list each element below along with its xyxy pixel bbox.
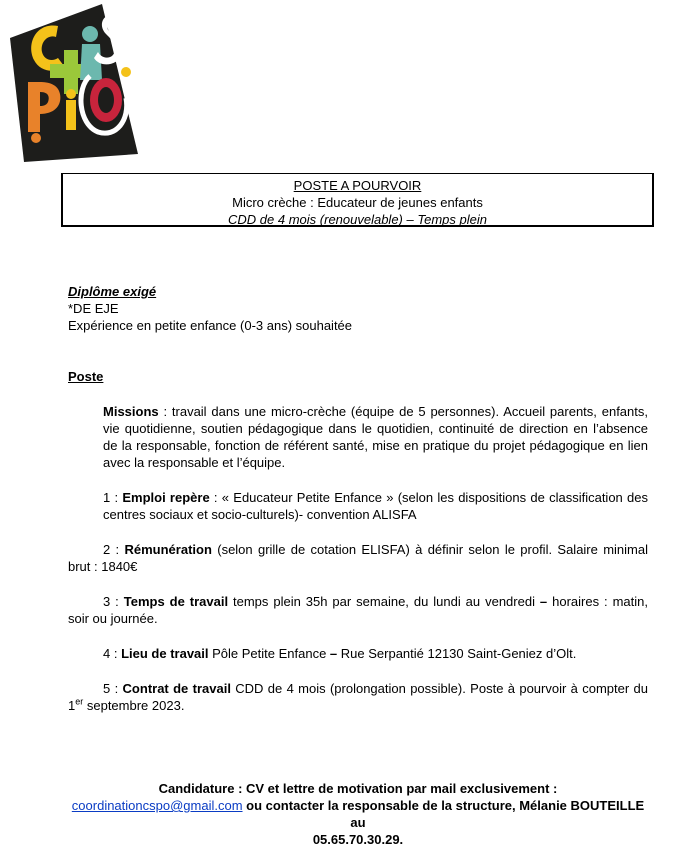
experience-requirement: Expérience en petite enfance (0-3 ans) souhaitée (68, 318, 353, 333)
application-instructions: Candidature : CV et lettre de motivation par mail exclusivement : (158, 781, 558, 796)
poste-heading: Poste (68, 369, 104, 384)
item-dash: – (329, 646, 338, 661)
item-number: 4 : (103, 646, 122, 661)
item-number: 2 : (103, 542, 125, 557)
missions-label: Missions (103, 404, 159, 419)
diploma-heading: Diplôme exigé (68, 284, 157, 299)
item-label: Lieu de travail (121, 646, 209, 661)
ordinal-superscript: er (75, 696, 84, 707)
diploma-requirement: *DE EJE (68, 301, 119, 316)
item-temps-de-travail (68, 593, 648, 627)
item-lieu-de-travail (68, 645, 648, 662)
item-text: septembre 2023. (83, 698, 185, 713)
email-link[interactable]: coordinationcspo@gmail.com (71, 798, 243, 813)
job-header-box (61, 173, 654, 227)
item-dash: – (539, 594, 548, 609)
item-number: 5 : (103, 681, 123, 696)
item-label: Temps de travail (123, 594, 229, 609)
item-emploi-repere (103, 489, 648, 523)
missions-paragraph (103, 403, 648, 471)
item-text: (selon grille de cotation ELISFA) à définir selon le profil. Salaire minimal brut : 1840€ (68, 542, 648, 574)
poste-heading-wrap (68, 368, 103, 385)
missions-text: : travail dans une micro-crèche (équipe de 5 personnes). Accueil parents, enfants, vie quotidienne, soutien pédagogique dans le quotidien, continuité de direction en l’absence de la responsable, fonction de référent santé, mise en pratique du projet pédagogique en lien avec la responsable et l’équipe. (103, 404, 648, 470)
phone-number: 05.65.70.30.29. (312, 832, 404, 847)
item-label: Contrat de travail (122, 681, 231, 696)
item-text: : « Educateur Petite Enfance » (selon les dispositions de classification des centres sociaux et socio-culturels)- convention ALISFA (103, 490, 648, 522)
application-contact-line (68, 797, 648, 831)
item-label: Emploi repère (122, 490, 210, 505)
item-label: Rémunération (124, 542, 212, 557)
diploma-section (68, 283, 352, 334)
job-header-title: POSTE A POURVOIR (293, 178, 422, 193)
item-text: horaires : matin, soir ou journée. (68, 594, 648, 626)
item-text: temps plein 35h par semaine, du lundi au vendredi (228, 594, 540, 609)
job-header-subtitle: Micro crèche : Educateur de jeunes enfants (232, 195, 483, 210)
application-footer (68, 780, 648, 848)
organization-logo (6, 4, 142, 162)
item-text: Rue Serpantié 12130 Saint-Geniez d’Olt. (337, 646, 577, 661)
item-number: 1 : (103, 490, 123, 505)
contact-text: ou contacter la responsable de la structure, Mélanie BOUTEILLE au (242, 798, 645, 830)
item-text: CDD de 4 mois (prolongation possible). Poste à pourvoir à compter du 1 (68, 681, 648, 713)
item-remuneration (68, 541, 648, 575)
job-header-contract: CDD de 4 mois (renouvelable) – Temps plein (228, 212, 487, 227)
item-number: 3 : (103, 594, 124, 609)
item-text: Pôle Petite Enfance (208, 646, 330, 661)
item-contrat-de-travail (68, 680, 648, 714)
